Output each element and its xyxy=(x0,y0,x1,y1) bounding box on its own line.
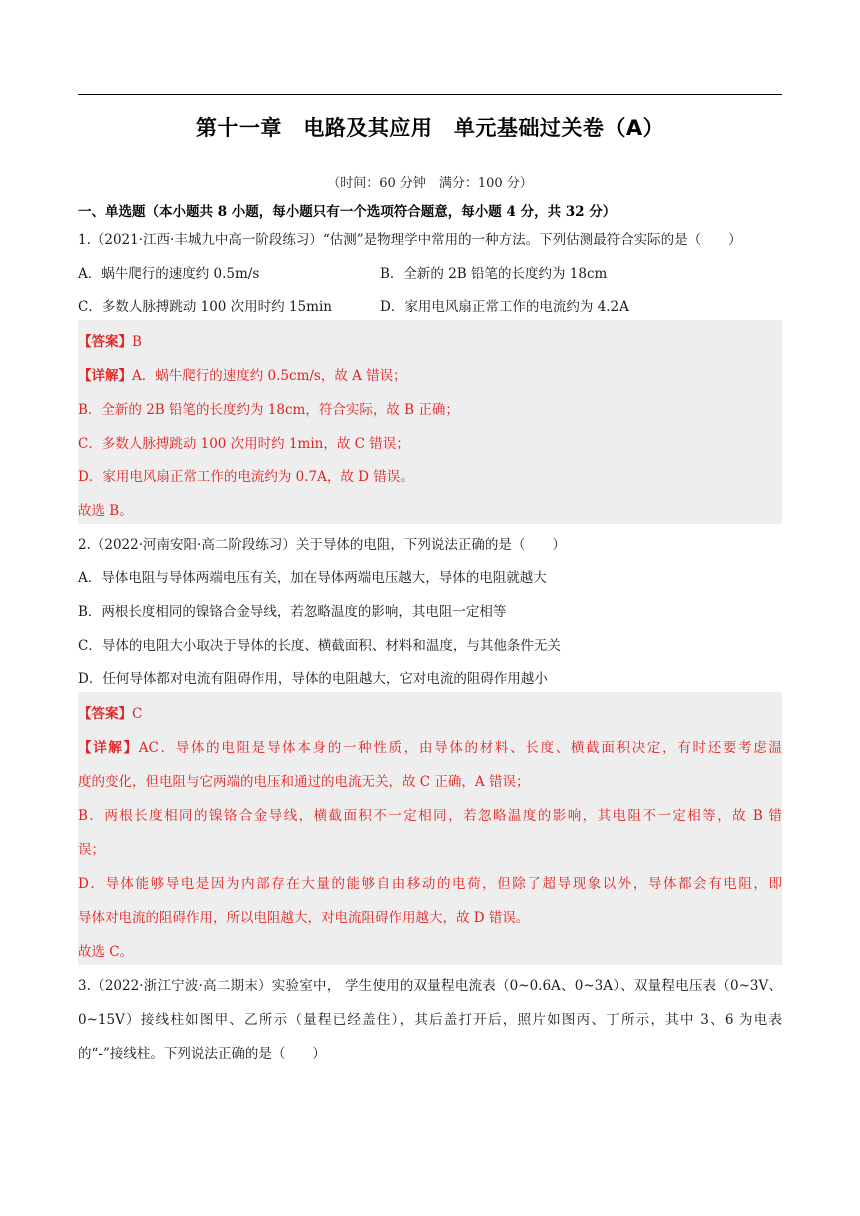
question-2-answer xyxy=(78,702,782,722)
question-2-option-b: B．两根长度相同的镍铬合金导线，若忽略温度的影响，其电阻一定相等 xyxy=(78,604,507,620)
question-2-stem: 2.（2022·河南安阳·高二阶段练习）关于导体的电阻，下列说法正确的是（ ） xyxy=(78,537,566,553)
question-1-detail-1: 【详解】A．蜗牛爬行的速度约 0.5cm/s，故 A 错误； xyxy=(78,368,407,384)
question-2-detail-3a: D．导体能够导电是因为内部存在大量的能够自由移动的电荷，但除了超导现象以外，导体都会有电阻，即 xyxy=(78,876,782,892)
question-1-answer xyxy=(78,330,782,350)
answer-value: B xyxy=(132,334,142,350)
question-2-detail-2b: 误； xyxy=(78,842,105,858)
question-3-stem-1: 3.（2022·浙江宁波·高二期末）实验室中， 学生使用的双量程电流表（0~0.6A、0~3A）、双量程电压表（0~3V、 xyxy=(78,978,782,994)
question-1-option-b: B．全新的 2B 铅笔的长度约为 18cm xyxy=(380,266,608,282)
question-2-detail-1a: 【详解】AC．导体的电阻是导体本身的一种性质，由导体的材料、长度、横截面积决定，有时还要考虑温 xyxy=(78,740,783,756)
question-2-option-a: A．导体电阻与导体两端电压有关，加在导体两端电压越大，导体的电阻就越大 xyxy=(78,570,547,586)
header-rule xyxy=(78,94,782,95)
question-2-conclusion: 故选 C。 xyxy=(78,944,134,960)
page-title: 第十一章 电路及其应用 单元基础过关卷（A） xyxy=(195,116,665,140)
answer-label: 【答案】 xyxy=(78,334,132,350)
question-2-option-c: C．导体的电阻大小取决于导体的长度、横截面积、材料和温度，与其他条件无关 xyxy=(78,638,561,654)
question-2-option-d: D．任何导体都对电流有阻碍作用，导体的电阻越大，它对电流的阻碍作用越小 xyxy=(78,671,548,687)
question-2-detail-1b: 度的变化，但电阻与它两端的电压和通过的电流无关，故 C 正确，A 错误； xyxy=(78,774,530,790)
question-1-answer-box xyxy=(78,320,782,524)
question-1-option-c: C．多数人脉搏跳动 100 次用时约 15min xyxy=(78,299,332,315)
question-1-conclusion: 故选 B。 xyxy=(78,503,133,519)
detail-label: 【详解】 xyxy=(78,368,132,384)
answer-value: C xyxy=(132,706,143,722)
question-1-detail-3: C．多数人脉搏跳动 100 次用时约 1min，故 C 错误； xyxy=(78,436,410,452)
question-3-stem-2: 0~15V）接线柱如图甲、乙所示（量程已经盖住），其后盖打开后，照片如图丙、丁所示，其中 3、6 为电表 xyxy=(78,1012,782,1028)
exam-info: （时间：60 分钟 满分：100 分） xyxy=(327,176,533,191)
section-heading: 一、单选题（本小题共 8 小题，每小题只有一个选项符合题意，每小题 4 分，共 32 分） xyxy=(78,204,617,220)
question-2-detail-3b: 导体对电流的阻碍作用，所以电阻越大，对电流阻碍作用越大，故 D 错误。 xyxy=(78,910,530,926)
question-1-detail-2: B．全新的 2B 铅笔的长度约为 18cm，符合实际，故 B 正确； xyxy=(78,402,459,418)
question-3-stem-3: 的“-”接线柱。下列说法正确的是（ ） xyxy=(78,1046,326,1062)
question-1-option-d: D．家用电风扇正常工作的电流约为 4.2A xyxy=(380,299,629,315)
question-2-detail-2a: B．两根长度相同的镍铬合金导线，横截面积不一定相同，若忽略温度的影响，其电阻不一定相等，故 B 错 xyxy=(78,808,782,824)
detail-label: 【详解】 xyxy=(78,740,139,756)
question-1-option-a: A．蜗牛爬行的速度约 0.5m/s xyxy=(78,266,260,282)
question-1-detail-4: D．家用电风扇正常工作的电流约为 0.7A，故 D 错误。 xyxy=(78,469,414,485)
question-1-stem: 1.（2021·江西·丰城九中高一阶段练习）“估测”是物理学中常用的一种方法。下列估测最符合实际的是（ ） xyxy=(78,232,742,248)
answer-label: 【答案】 xyxy=(78,706,132,722)
